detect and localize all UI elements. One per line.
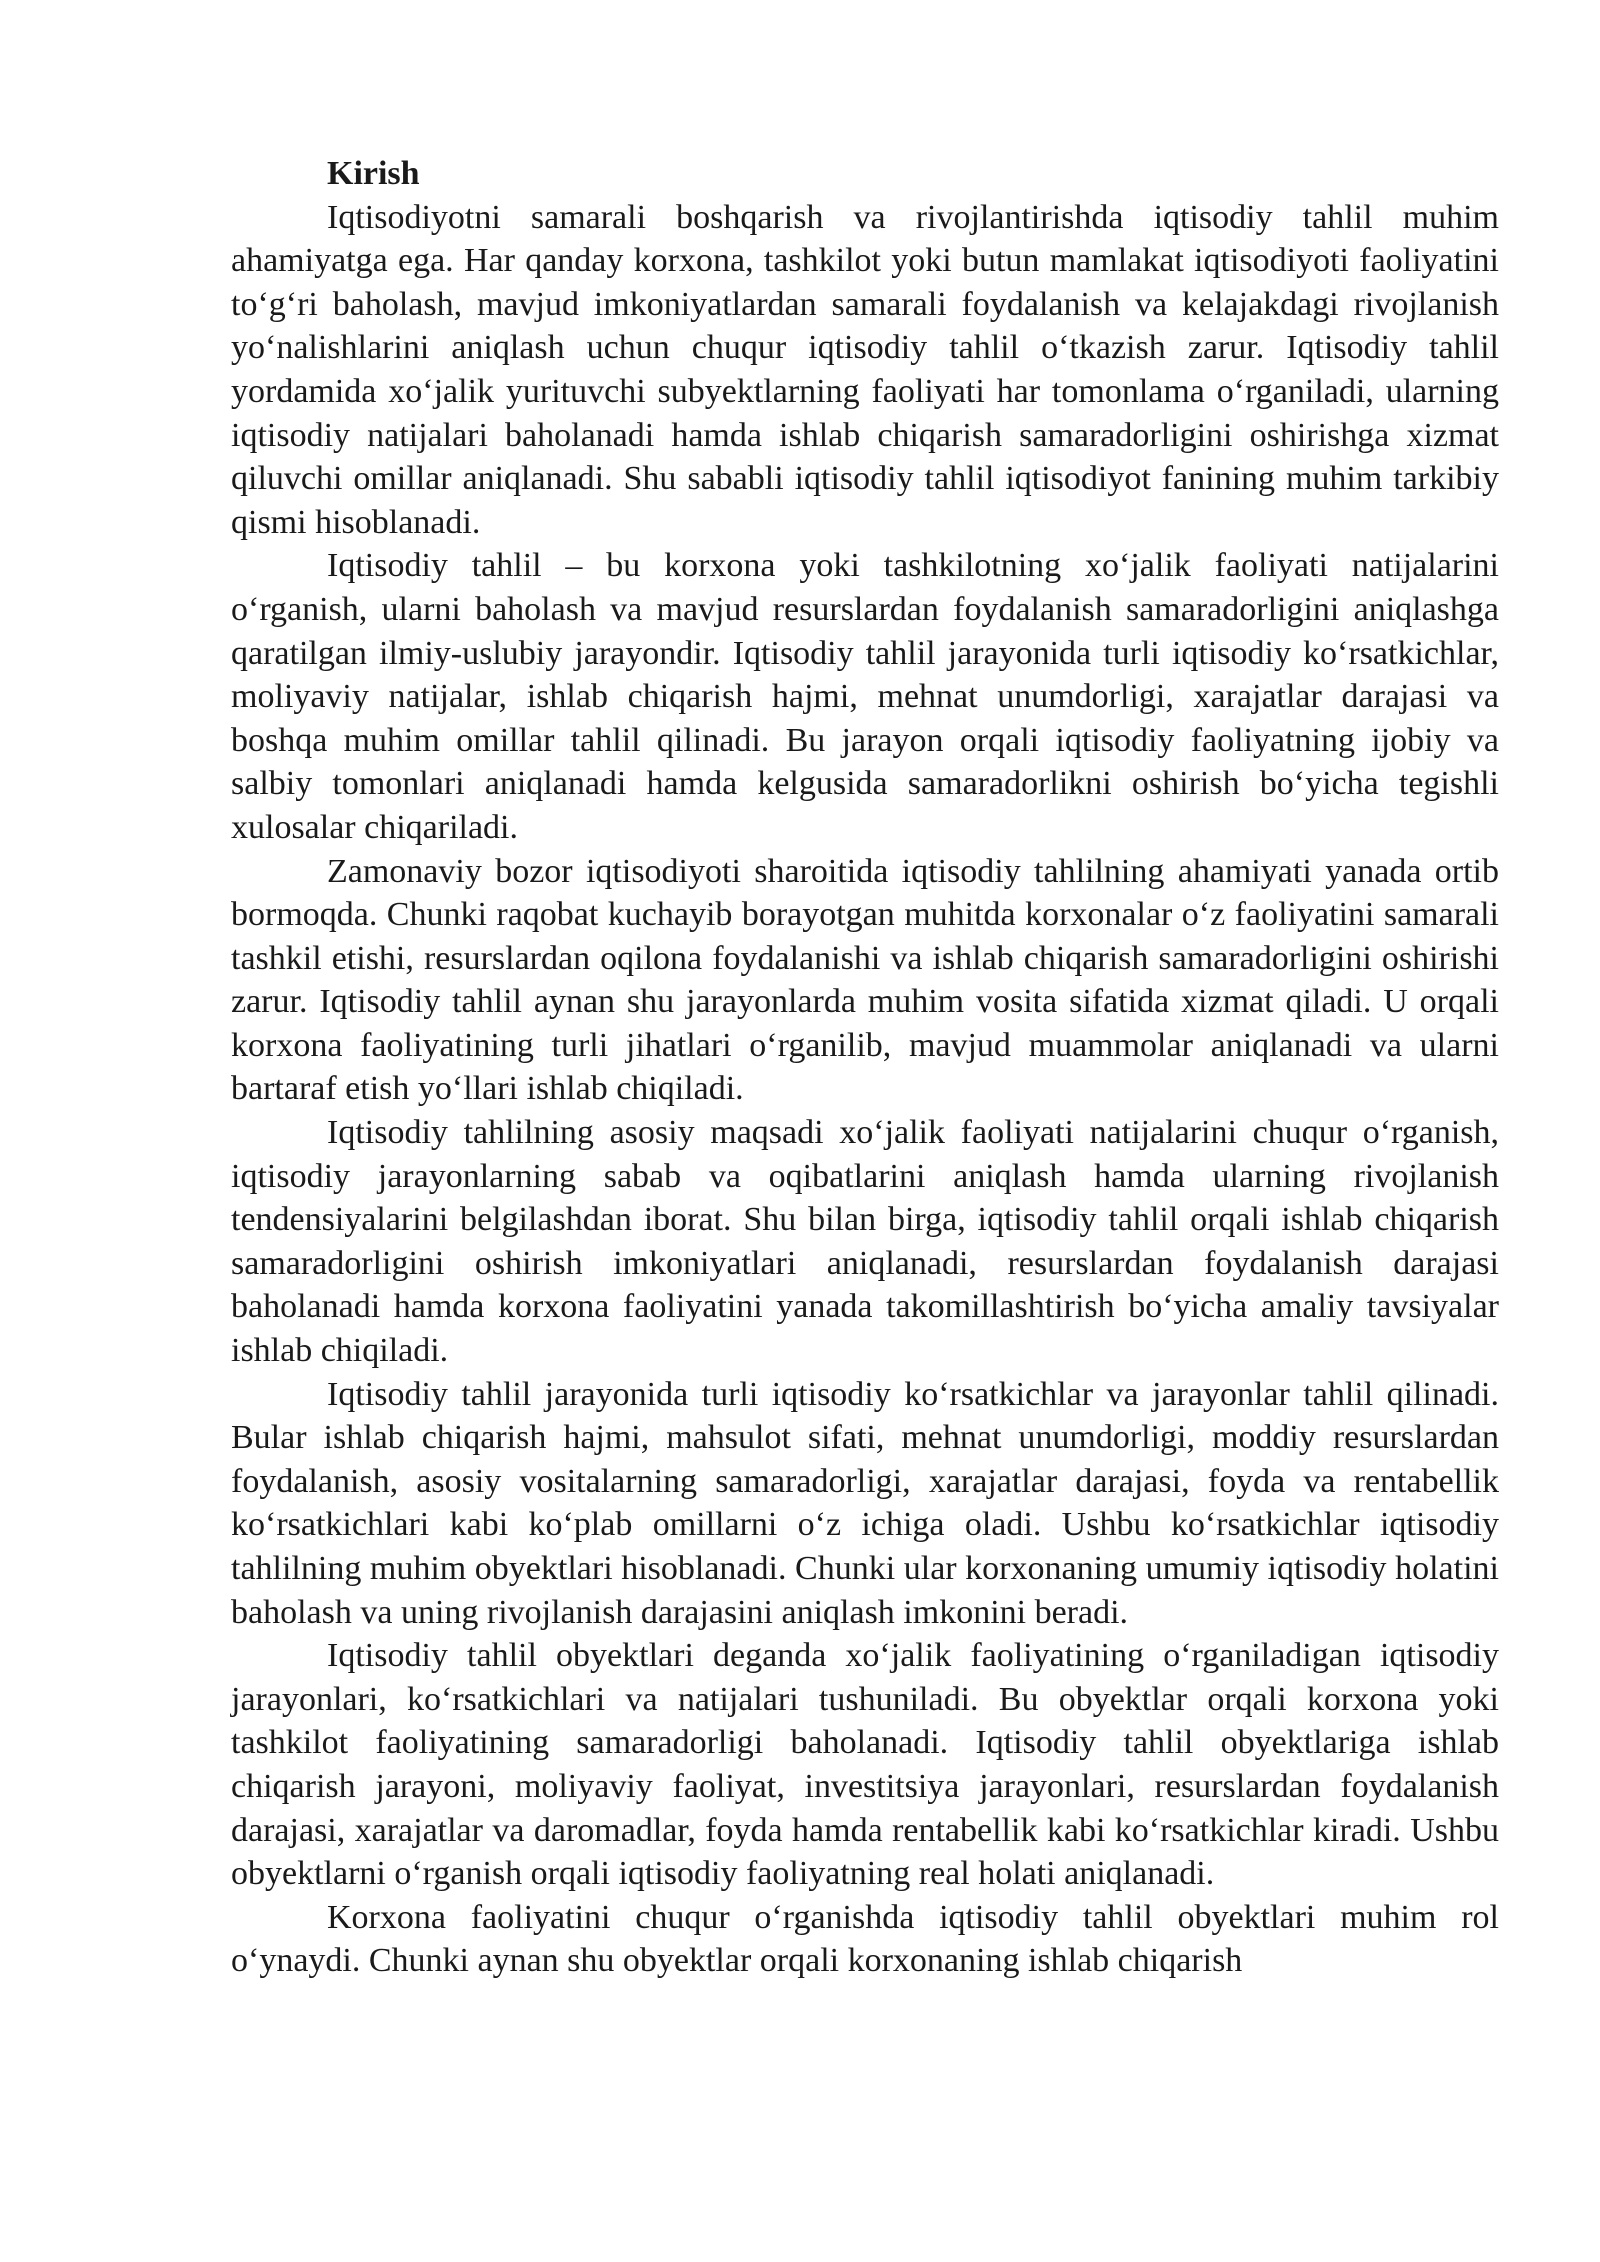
paragraph-1: Iqtisodiyotni samarali boshqarish va rivojlantirishda iqtisodiy tahlil muhim ahamiyatga ega. Har qanday korxona, tashkilot yoki butun mamlakat iqtisodiyoti faoliyatini to‘g‘ri baholash, mavjud imkoniyatlardan samarali foydalanish va kelajakdagi rivojlanish yo‘nalishlarini aniqlash uchun chuqur iqtisodiy tahlil o‘tkazish zarur. Iqtisodiy tahlil yordamida xo‘jalik yurituvchi subyektlarning faoliyati har tomonlama o‘rganiladi, ularning iqtisodiy natijalari baholanadi hamda ishlab chiqarish samaradorligini oshirishga xizmat qiluvchi omillar aniqlanadi. Shu sababli iqtisodiy tahlil iqtisodiyot fanining muhim tarkibiy qismi hisoblanadi. <box>231 198 1499 541</box>
paragraph-7: Korxona faoliyatini chuqur o‘rganishda iqtisodiy tahlil obyektlari muhim rol o‘ynaydi. Chunki aynan shu obyektlar orqali korxonaning ishlab chiqarish <box>231 1898 1499 1980</box>
section-heading: Kirish <box>327 155 420 192</box>
paragraph-2: Iqtisodiy tahlil – bu korxona yoki tashkilotning xo‘jalik faoliyati natijalarini o‘rganish, ularni baholash va mavjud resurslardan foydalanish samaradorligini aniqlashga qaratilgan ilmiy-uslubiy jarayondir. Iqtisodiy tahlil jarayonida turli iqtisodiy ko‘rsatkichlar, moliyaviy natijalar, ishlab chiqarish hajmi, mehnat unumdorligi, xarajatlar darajasi va boshqa muhim omillar tahlil qilinadi. Bu jarayon orqali iqtisodiy faoliyatning ijobiy va salbiy tomonlari aniqlanadi hamda kelgusida samaradorlikni oshirish bo‘yicha tegishli xulosalar chiqariladi. <box>231 547 1499 846</box>
paragraph-4: Iqtisodiy tahlilning asosiy maqsadi xo‘jalik faoliyati natijalarini chuqur o‘rganish, iqtisodiy jarayonlarning sabab va oqibatlarini aniqlash hamda ularning rivojlanish tendensiyalarini belgilashdan iborat. Shu bilan birga, iqtisodiy tahlil orqali ishlab chiqarish samaradorligini oshirish imkoniyatlari aniqlanadi, resurslardan foydalanish darajasi baholanadi hamda korxona faoliyatini yanada takomillashtirish bo‘yicha amaliy tavsiyalar ishlab chiqiladi. <box>231 1114 1499 1370</box>
paragraph-5: Iqtisodiy tahlil jarayonida turli iqtisodiy ko‘rsatkichlar va jarayonlar tahlil qilinadi. Bular ishlab chiqarish hajmi, mahsulot sifati, mehnat unumdorligi, moddiy resurslardan foydalanish, asosiy vositalarning samaradorligi, xarajatlar darajasi, foyda va rentabellik ko‘rsatkichlari kabi ko‘plab omillarni o‘z ichiga oladi. Ushbu ko‘rsatkichlar iqtisodiy tahlilning muhim obyektlari hisoblanadi. Chunki ular korxonaning umumiy iqtisodiy holatini baholash va uning rivojlanish darajasini aniqlash imkonini beradi. <box>231 1375 1499 1631</box>
document-body <box>231 152 1499 1983</box>
paragraph-3: Zamonaviy bozor iqtisodiyoti sharoitida iqtisodiy tahlilning ahamiyati yanada ortib bormoqda. Chunki raqobat kuchayib borayotgan muhitda korxonalar o‘z faoliyatini samarali tashkil etishi, resurslardan oqilona foydalanishi va ishlab chiqarish samaradorligini oshirishi zarur. Iqtisodiy tahlil aynan shu jarayonlarda muhim vosita sifatida xizmat qiladi. U orqali korxona faoliyatining turli jihatlari o‘rganilib, mavjud muammolar aniqlanadi va ularni bartaraf etish yo‘llari ishlab chiqiladi. <box>231 852 1499 1108</box>
paragraph-6: Iqtisodiy tahlil obyektlari deganda xo‘jalik faoliyatining o‘rganiladigan iqtisodiy jarayonlari, ko‘rsatkichlari va natijalari tushuniladi. Bu obyektlar orqali korxona yoki tashkilot faoliyatining samaradorligi baholanadi. Iqtisodiy tahlil obyektlariga ishlab chiqarish jarayoni, moliyaviy faoliyat, investitsiya jarayonlari, resurslardan foydalanish darajasi, xarajatlar va daromadlar, foyda hamda rentabellik kabi ko‘rsatkichlar kiradi. Ushbu obyektlarni o‘rganish orqali iqtisodiy faoliyatning real holati aniqlanadi. <box>231 1637 1499 1893</box>
